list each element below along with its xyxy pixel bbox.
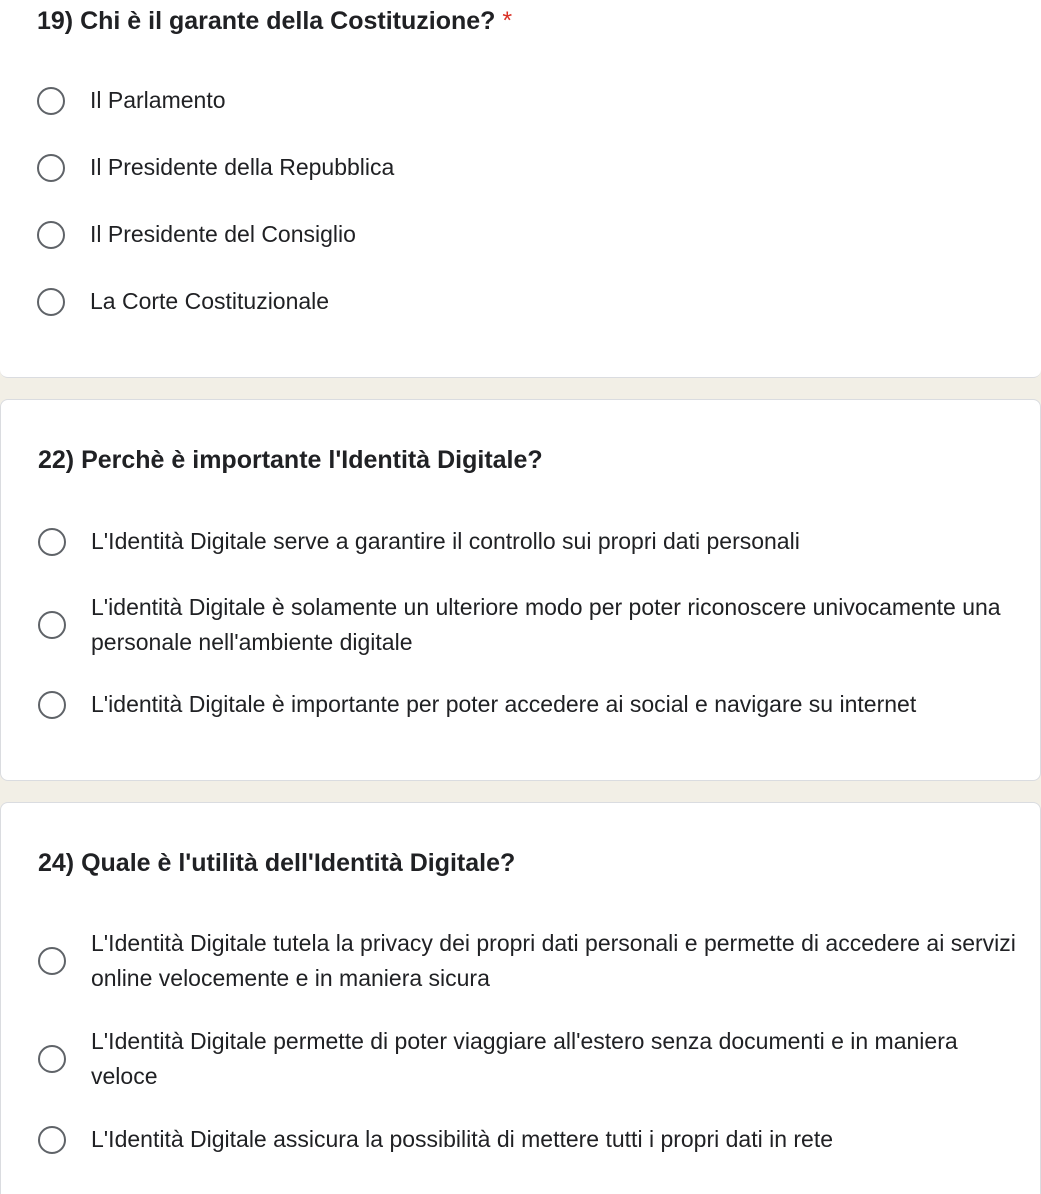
question-title (37, 5, 512, 37)
option-label: Il Presidente del Consiglio (90, 221, 356, 247)
question-title: 24) Quale è l'utilità dell'Identità Digitale? (38, 849, 516, 877)
question-card-22 (0, 399, 1041, 781)
radio-button[interactable] (37, 221, 65, 249)
option-label: L'Identità Digitale assicura la possibilità di mettere tutti i propri dati in rete (91, 1126, 834, 1152)
radio-button[interactable] (37, 87, 65, 115)
radio-option[interactable] (38, 590, 1020, 660)
option-label: L'identità Digitale è importante per poter accedere ai social e navigare su internet (91, 691, 917, 717)
question-card-19 (0, 0, 1041, 378)
option-label: L'Identità Digitale tutela la privacy dei propri dati personali e permette di accedere ai servizi online velocemente e in maniera sicura (91, 930, 1016, 991)
radio-option[interactable] (37, 83, 1021, 118)
radio-button[interactable] (38, 1045, 66, 1073)
radio-option[interactable] (38, 1024, 1020, 1094)
radio-button[interactable] (37, 154, 65, 182)
question-title: 22) Perchè è importante l'Identità Digitale? (38, 446, 543, 474)
radio-option[interactable] (38, 524, 1020, 559)
radio-button[interactable] (38, 1126, 66, 1154)
radio-option[interactable] (38, 1122, 1020, 1157)
option-label: La Corte Costituzionale (90, 288, 330, 314)
radio-button[interactable] (38, 691, 66, 719)
option-label: L'Identità Digitale serve a garantire il controllo sui propri dati personali (91, 528, 800, 554)
radio-option[interactable] (38, 926, 1020, 996)
option-label: Il Parlamento (90, 87, 226, 113)
radio-option[interactable] (37, 284, 1021, 319)
radio-button[interactable] (37, 288, 65, 316)
radio-button[interactable] (38, 611, 66, 639)
radio-option[interactable] (37, 217, 1021, 252)
radio-button[interactable] (38, 528, 66, 556)
option-label: Il Presidente della Repubblica (90, 154, 395, 180)
option-label: L'identità Digitale è solamente un ulteriore modo per poter riconoscere univocamente una personale nell'ambiente digitale (91, 594, 1001, 655)
question-title-text: 19) Chi è il garante della Costituzione? (37, 7, 496, 35)
radio-option[interactable] (37, 150, 1021, 185)
question-card-24 (0, 802, 1041, 1194)
radio-button[interactable] (38, 947, 66, 975)
option-label: L'Identità Digitale permette di poter viaggiare all'estero senza documenti e in maniera veloce (91, 1028, 958, 1089)
radio-option[interactable] (38, 687, 1020, 722)
required-asterisk: * (502, 7, 513, 35)
